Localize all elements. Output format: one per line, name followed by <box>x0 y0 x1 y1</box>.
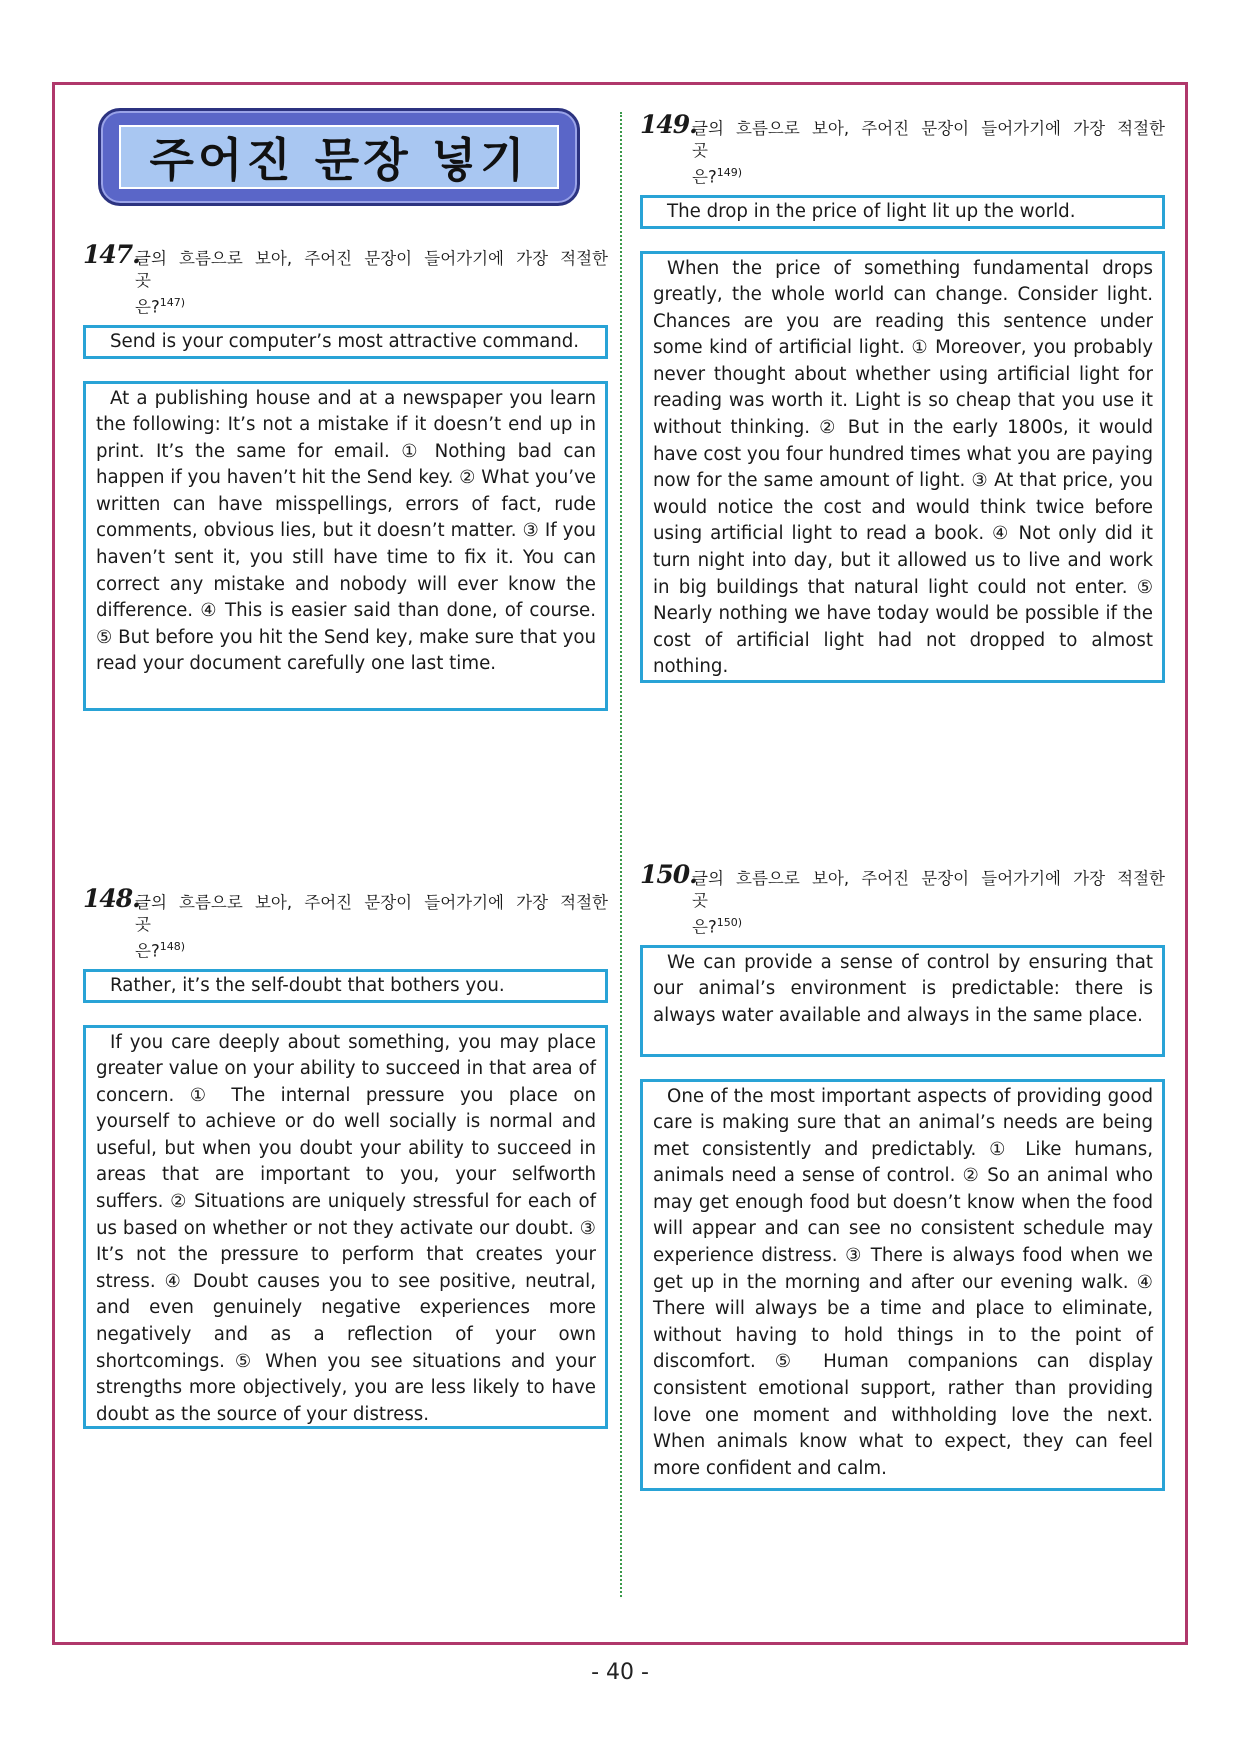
question-header <box>83 884 608 963</box>
given-sentence: The drop in the price of light lit up the world. <box>667 200 1076 222</box>
question-number: 148. <box>83 884 140 913</box>
passage-box <box>640 1079 1165 1491</box>
section-title-panel <box>119 125 559 189</box>
given-sentence: We can provide a sense of control by ensuring that our animal’s environment is predictable: there is always water available and always in the same place. <box>653 951 1153 1026</box>
passage-text: If you care deeply about something, you may place greater value on your ability to succeed in that area of concern. ① The internal pressure you place on yourself to achieve or do well socially is normal and useful, but when you doubt your ability to succeed in areas that are important to you, your selfworth suffers. ② Situations are uniquely stressful for each of us based on whether or not they activate our doubt. ③ It’s not the pressure to perform that creates your stress. ④ Doubt causes you to see positive, neutral, and even genuinely negative experiences more negatively and as a reflection of your own shortcomings. ⑤ When you see situations and your strengths more objectively, you are less likely to have doubt as the source of your distress. <box>96 1031 596 1425</box>
passage-text: When the price of something fundamental drops greatly, the whole world can change. Consider light. Chances are you are reading this sentence under some kind of artificial light. ① Moreover, you probably never thought about whether using artificial light for reading was worth it. Light is so cheap that you use it without thinking. ② But in the early 1800s, it would have cost you four hundred times what you are paying now for the same amount of light. ③ At that price, you would notice the cost and would think twice before using artificial light to read a book. ④ Not only did it turn night into day, but it allowed us to live and work in big buildings that natural light could not enter. ⑤ Nearly nothing we have today would be possible if the cost of artificial light had not dropped to almost nothing. <box>653 257 1153 678</box>
given-sentence: Send is your computer’s most attractive command. <box>110 330 580 352</box>
given-sentence-box <box>83 969 608 1003</box>
question-149 <box>640 110 1165 683</box>
section-title-badge <box>98 108 580 206</box>
passage-text: One of the most important aspects of providing good care is making sure that an animal’s needs are being met consistently and predictably. ① Like humans, animals need a sense of control. ② So an animal who may get enough food but doesn’t know when the food will appear and can see no consistent schedule may experience distress. ③ There is always food when we get up in the morning and after our evening walk. ④ There will always be a time and place to eliminate, without having to hold things in to the point of discomfort. ⑤ Human companions can display consistent emotional support, rather than providing love one moment and withholding love the next. When animals know what to expect, they can feel more confident and calm. <box>653 1085 1153 1479</box>
question-number: 149. <box>640 110 697 139</box>
question-147 <box>83 240 608 711</box>
given-sentence-box <box>83 325 608 359</box>
question-prompt: 글의 흐름으로 보아, 주어진 문장이 들어가기에 가장 적절한 곳 <box>692 869 1165 910</box>
given-sentence-box <box>640 945 1165 1057</box>
passage-box <box>83 381 608 711</box>
passage-box <box>640 251 1165 683</box>
page-number: - 40 - <box>591 1660 649 1685</box>
question-prompt-cont: 은?$^{147)}$ <box>135 296 185 317</box>
passage-box <box>83 1025 608 1429</box>
question-prompt-cont: 은?$^{150)}$ <box>692 916 742 937</box>
column-divider <box>620 112 622 1597</box>
question-header <box>640 110 1165 189</box>
given-sentence-box <box>640 195 1165 229</box>
given-sentence: Rather, it’s the self-doubt that bothers you. <box>110 974 505 996</box>
question-header <box>83 240 608 319</box>
question-prompt: 글의 흐름으로 보아, 주어진 문장이 들어가기에 가장 적절한 곳 <box>692 119 1165 160</box>
question-number: 147. <box>83 240 140 269</box>
footnote-ref: 147) <box>159 296 185 309</box>
footnote-ref: 149) <box>716 166 742 179</box>
question-prompt-cont: 은?$^{149)}$ <box>692 166 742 187</box>
question-prompt: 글의 흐름으로 보아, 주어진 문장이 들어가기에 가장 적절한 곳 <box>135 893 608 934</box>
section-title: 주어진 문장 넣기 <box>149 133 529 187</box>
question-number: 150. <box>640 860 697 889</box>
question-150 <box>640 860 1165 1491</box>
question-header <box>640 860 1165 939</box>
question-prompt-cont: 은?$^{148)}$ <box>135 940 185 961</box>
question-148 <box>83 884 608 1429</box>
footnote-ref: 148) <box>159 940 185 953</box>
question-prompt: 글의 흐름으로 보아, 주어진 문장이 들어가기에 가장 적절한 곳 <box>135 249 608 290</box>
footnote-ref: 150) <box>716 916 742 929</box>
passage-text: At a publishing house and at a newspaper you learn the following: It’s not a mistake if it doesn’t end up in print. It’s the same for email. ① Nothing bad can happen if you haven’t hit the Send key. ② What you’ve written can have misspellings, errors of fact, rude comments, obvious lies, but it doesn’t matter. ③ If you haven’t sent it, you still have time to fix it. You can correct any mistake and nobody will ever know the difference. ④ This is easier said than done, of course. ⑤ But before you hit the Send key, make sure that you read your document carefully one last time. <box>96 387 596 675</box>
